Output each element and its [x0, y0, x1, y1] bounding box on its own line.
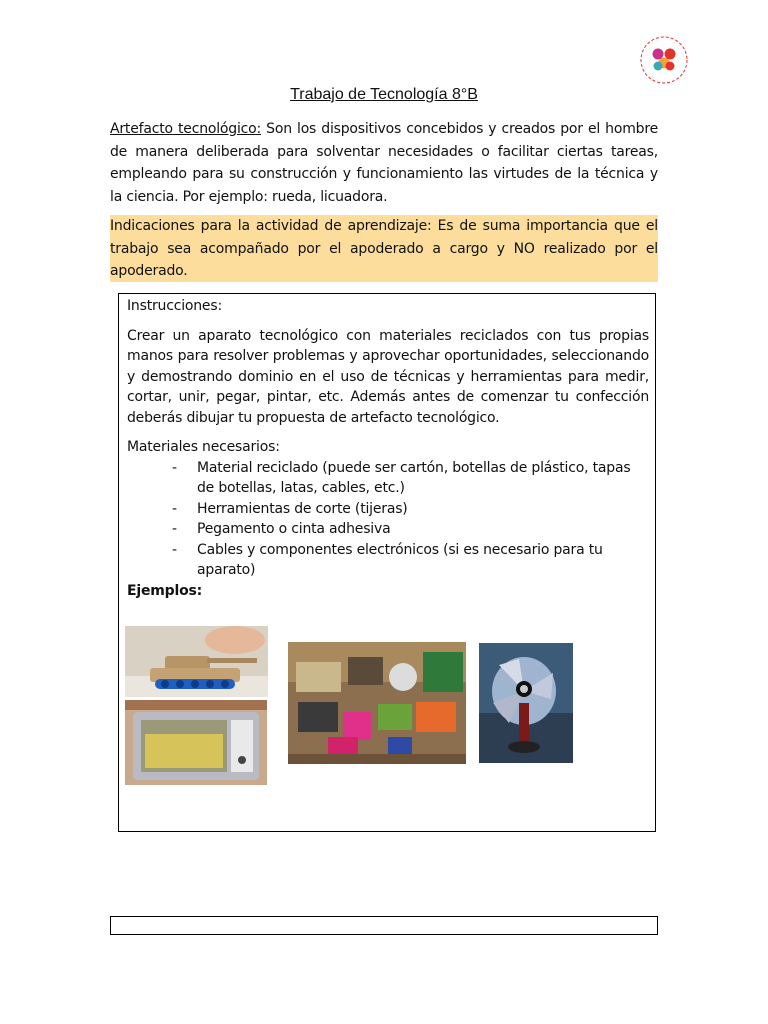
instructions-text: Crear un aparato tecnológico con materiales reciclados con tus propias manos para resolver problemas y aprovechar oportunidades, seleccionando y demostrando dominio en el uso de técnicas y herramientas para medir, cortar, unir, pegar, pintar, etc. Además antes de comenzar tu confección deberás dibujar tu propuesta de artefacto tecnológico. [127, 327, 649, 426]
material-item: Cables y componentes electrónicos (si es necesario para tu aparato) [197, 541, 603, 578]
material-item: Pegamento o cinta adhesiva [197, 521, 391, 537]
cd-fan-photo [479, 643, 573, 763]
school-logo [632, 34, 696, 86]
intro-paragraph [110, 118, 658, 208]
materials-list [127, 458, 649, 581]
dash-bullet: - [172, 521, 177, 537]
instructions-heading: Instrucciones: [127, 298, 222, 314]
cardboard-microwave-photo [125, 700, 267, 785]
intro-term: Artefacto tecnológico: [110, 121, 262, 137]
activity-notice: Indicaciones para la actividad de aprendizaje: Es de suma importancia que el trabajo sea acompañado por el apoderado a cargo y NO realizado por el apoderado. [110, 215, 658, 282]
dash-bullet: - [172, 500, 177, 517]
list-item [127, 519, 649, 540]
material-item: Herramientas de corte (tijeras) [197, 500, 408, 517]
list-item [127, 540, 649, 581]
list-item [127, 458, 649, 499]
material-item: Material reciclado (puede ser cartón, botellas de plástico, tapas de botellas, latas, cables, etc.) [197, 459, 631, 496]
examples-heading: Ejemplos: [127, 582, 203, 599]
intro-text: Son los dispositivos concebidos y creados por el hombre de manera deliberada para solventar necesidades o facilitar ciertas tareas, empleando para su construcción y funcionamiento las virtudes de la técnica y la ciencia. Por ejemplo: rueda, licuadora. [110, 121, 658, 205]
cardboard-tank-photo [125, 626, 268, 697]
bottom-empty-box [110, 916, 658, 935]
materials-heading: Materiales necesarios: [127, 439, 280, 455]
page-title: Trabajo de Tecnología 8°B [290, 86, 478, 103]
dash-bullet: - [172, 459, 177, 476]
dash-bullet: - [172, 541, 177, 558]
list-item [127, 499, 649, 520]
recycled-projects-table-photo [288, 642, 466, 764]
